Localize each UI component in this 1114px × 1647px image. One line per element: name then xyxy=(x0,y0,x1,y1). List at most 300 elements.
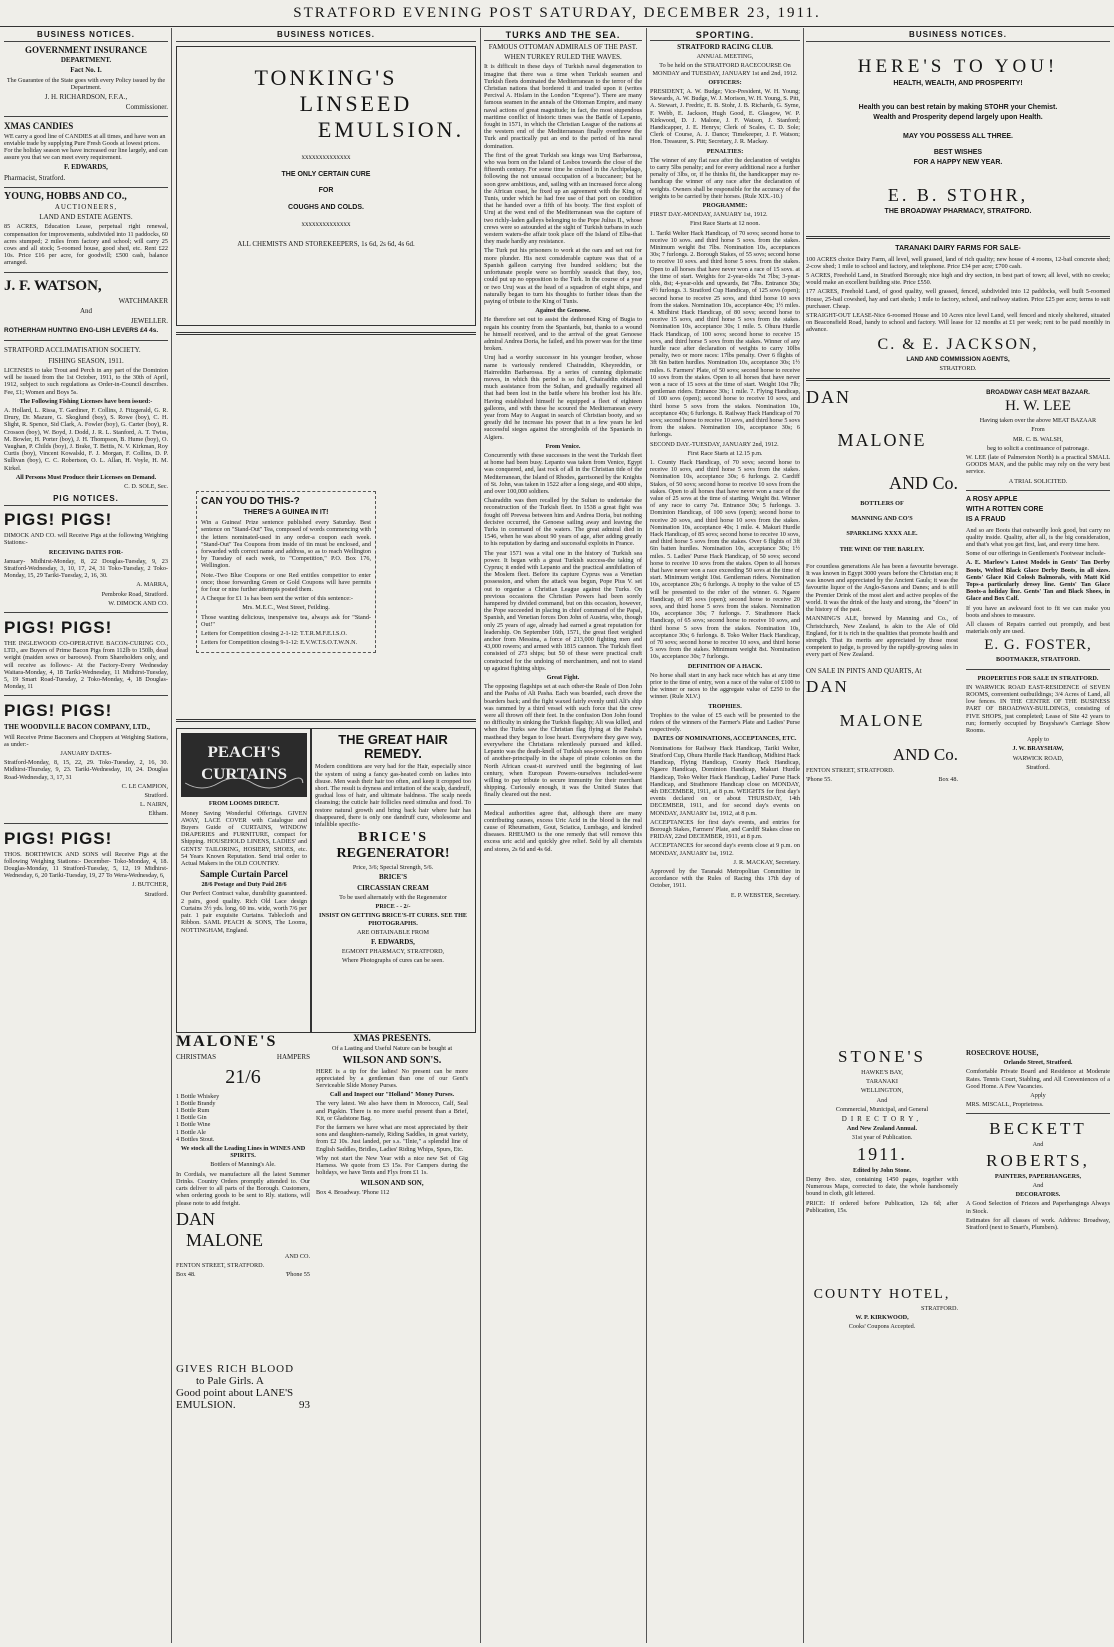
ad-company: WILSON AND SON'S. xyxy=(342,1054,442,1066)
svg-text:CURTAINS: CURTAINS xyxy=(201,764,287,784)
ad-sample: Sample Curtain Parcel xyxy=(200,869,288,880)
beckett-name: BECKETT xyxy=(989,1119,1087,1139)
ad-brand: DAN xyxy=(806,676,849,696)
rosecrove-proprietress: MRS. MISCALL, Proprietress. xyxy=(966,1101,1044,1109)
ad-title: BROADWAY CASH MEAT BAZAAR. xyxy=(986,389,1090,397)
column-1 xyxy=(4,30,168,1641)
ad-signature: WILSON AND SON, xyxy=(360,1178,424,1187)
ad-line: HAWKE'S BAY, xyxy=(861,1069,903,1077)
ad-title: XMAS PRESENTS. xyxy=(353,1033,431,1044)
ad-line: WELLINGTON, xyxy=(860,1087,904,1095)
ad-line: FOR A HAPPY NEW YEAR. xyxy=(913,159,1003,167)
day-start: First Race Starts at 12.15 p.m. xyxy=(687,449,763,457)
article-subheading: From Venice. xyxy=(545,442,581,450)
article-paragraph: The year 1571 was a vital one in the history of Turkish sea power. It began with a great Turkish success-the taking of Cyprus; it ended with Lepanto and the practical annihilation of the Moslem fleet. Before its capture Cyprus was a Venetian possession, and when the attack was begun, Pope Pius V. set out to organise a Christian League against the Turks. On previous occasions the Christian Powers had been sorely hampered by divided command, but on this occasion, however, the Pope succeeded in placing in chief command of the Papal, Spanish, and Venetian forces Don John of Austria, who, though only 25 years of age, already had earned a great reputation for leadership. On September 16th, 1571, the great fleet weighed anchor from Messina, a force of 213,000 fighting men and 43,000 rowers; and armed with 1815 cannon. The Turkish fleet consisted of 273 ships; but 50 of these were practical craft constructed for the undoing of merchantmen, and not to stand up against fighting ships. xyxy=(484,549,642,672)
ad-signature: J. H. RICHARDSON, F.F.A., xyxy=(44,93,128,102)
article-paragraph: Chairaddin was then recalled by the Sultan to undertake the reconstruction of the Turkish fleet. In 1538 a great fight was fought off Prevesa between him and Andrea Doria, but nothing decisive occurred, the Genoese sailing away and leaving the Turks in command of the waters. The great admiral died in 1546, when he was about 90 years of age, after adding greatly to his reputation by daring and successful exploits in France. xyxy=(484,497,642,548)
approval-text: Approved by the Taranaki Metropolitan Committee in accordance with the Rules of Racing this 17th day of October, 1911. xyxy=(650,867,800,890)
hamper-item: 1 Bottle Gin xyxy=(176,1114,207,1122)
ad-body: THOS. BORTHWICK AND SONS will Receive Pigs at the following Weighing Stations:- December- Toko-Monday, 4, 18. Douglas-Monday, 11 Stratford-Tuesday, 5, 12, 19 Midhirst-Wednesday, 6, 20 Tariki-Tuesday, 19, 27 To Wera-Wednesday, 6, xyxy=(4,850,168,880)
pigs-dimock-ad xyxy=(4,510,168,607)
svg-text:PEACH'S: PEACH'S xyxy=(207,742,281,762)
ad-body: Modern conditions are very bad for the Hair, especially since the system of using a fancy gas-heated comb on ladies into disuse. Men wash their hair too often, and keep it cropped too short. The result is dryness and irritation of the scalp, dandruff, gradual loss of hair, and ultimate baldness. The scalp needs cleansing; the cuticle hair follicles need stimulus and food. To restore natural growth and bring back hair where hair has disappeared, there is only one dandruff cure, wholesome and infallible specific- xyxy=(315,763,471,829)
column-4 xyxy=(650,30,800,1641)
section-header: BUSINESS NOTICES. xyxy=(4,30,168,42)
ad-dates-heading: JANUARY DATES- xyxy=(60,750,112,757)
wilson-xmas-ad xyxy=(316,1033,468,1197)
ad-body: DIMOCK AND CO. will Receive Pigs at the following Weighing Stations:- xyxy=(4,532,168,547)
ad-line: Commercial, Municipal, and General xyxy=(835,1105,929,1113)
hamper-item: 1 Bottle Ale xyxy=(176,1128,206,1136)
ad-body: For countless generations Ale has been a favourite beverage. It was known in Egypt 3000 years before the Christian era; it was known and appreciated by the Ancient Gauls; it was the favourite liquor of the Anglo-Saxons and Danes; and is still the Premier Drink of the most alert and active peoples of the world. It was the drink of the lusty and strong, the "doers" in the history of the past. xyxy=(806,562,958,614)
ad-line: Edited by John Stone. xyxy=(852,1166,912,1174)
ad-line: A TRIAL SOLICITED. xyxy=(1008,477,1068,485)
ad-body: All classes of Repairs carried out promptly, and best materials only are used. xyxy=(966,620,1110,636)
ad-row xyxy=(176,728,476,1033)
ad-agent: J. BUTCHER, xyxy=(132,881,168,889)
ad-agent: L. NAIRN, xyxy=(139,801,168,809)
ad-title: EMULSION. xyxy=(317,117,465,142)
hamper-item: 1 Bottle Whiskey xyxy=(176,1092,220,1100)
ad-title: CAN YOU DO THIS-? xyxy=(201,496,300,507)
county-hotel-ad xyxy=(806,1287,958,1331)
column-2 xyxy=(176,30,476,1641)
officers-heading: OFFICERS: xyxy=(708,78,742,86)
ad-line: GIVES RICH BLOOD xyxy=(176,1363,295,1376)
beckett-and: And xyxy=(1032,1141,1044,1149)
stones-directory-ad xyxy=(806,1047,958,1216)
ad-title: COUNTY HOTEL, xyxy=(813,1287,951,1303)
ad-dates: Stratford-Monday, 8, 15, 22, 29. Toko-Tuesday, 2, 16, 30. Midhirst-Thursday, 9, 23. Tariki-Wednesday, 10, 24. Douglas Road-Wednesday, 3, 17, 31 xyxy=(4,759,168,781)
ad-line-part: EMULSION. xyxy=(176,1399,236,1412)
ad-company: J. W. BRAYSHAW, xyxy=(1012,745,1064,753)
ad-body: For the farmers we have what are most appreciated by their sons and daughters-namely, Riding Saddles, in great variety, from £2 10s. Just landed, per s.s. "Ilnie," a splendid line of English Saddles, Bridles, Ladies' Riding Whips, Spurs, Etc. xyxy=(316,1124,468,1153)
rosecrove-title: ROSECROVE HOUSE, xyxy=(966,1049,1039,1058)
ad-title: PIGS! PIGS! xyxy=(4,828,113,848)
ad-company: E. B. STOHR, xyxy=(887,185,1029,206)
ad-cheque: A Cheque for £1 1s has been sent the writer of this sentence:- xyxy=(201,595,353,603)
blank-space xyxy=(176,653,476,713)
club-subtitle: ANNUAL MEETING, xyxy=(696,53,754,61)
ad-company: W. DIMOCK AND CO. xyxy=(108,599,168,607)
ad-subtitle: BOOTMAKER, STRATFORD. xyxy=(996,656,1080,664)
ad-line: THE WINE OF THE BARLEY. xyxy=(839,545,925,553)
secretary-signature: J. R. MACKAY, Secretary. xyxy=(733,858,800,866)
ad-agent: C. LE CAMPION, xyxy=(121,782,168,790)
lee-meat-bazaar-ad xyxy=(966,389,1110,485)
ad-row xyxy=(176,1033,476,1363)
ad-fact: Fact No. I. xyxy=(70,66,102,75)
notice-names: A. Hollard, L. Rissa, T. Gardiner, F. Collins, J. Fitzgerald, G. R. Drury, Dr. Mazure, G. Skoglund (boy), S. Rowe (boy), C. H. Slight, R. Spence, Sid Clark, A. Fowler (boy), G. Carter (boy), R. Crosson (boy), W. Boyd, J. Dodd, J. R. L. Stanford, A. T. Twiss, M. Bowler, H. Porter (boy), J. H. Thompson, B. Hume (boy), O. Vaughan, P. Childs (boy), J. Brake, T. Bettis, N. V. Kirkman, Roy Curtis (boy), Vincent Kowalski, F. J. Morgan, F. Collins, D. P. Sullivan (boy), C. C. Robertson, O. L. Allan, H. Voyle, H. M. Kirkel. xyxy=(4,406,168,472)
ad-line: ARE OBTAINABLE FROM xyxy=(356,928,430,936)
ad-body: The Guarantee of the State goes with every Policy issued by the Department. xyxy=(6,76,166,91)
ad-title: A ROSY APPLE xyxy=(966,495,1018,503)
ad-title: PIGS! PIGS! xyxy=(4,701,113,721)
ad-proprietor: W. P. KIRKWOOD, xyxy=(855,1314,909,1322)
ad-address: THE BROADWAY PHARMACY, STRATFORD. xyxy=(884,208,1032,216)
pigs-inglewood-ad xyxy=(4,618,168,690)
ad-line: F. EDWARDS, xyxy=(371,937,415,946)
notice-title: STRATFORD ACCLIMATISATION SOCIETY. xyxy=(4,346,141,355)
ad-row xyxy=(806,1047,1110,1287)
blank-space xyxy=(176,341,476,491)
acclimatisation-notice xyxy=(4,346,168,490)
ad-price: 28/6 Postage and Duty Paid 28/6 xyxy=(201,881,287,889)
ad-phone: 'Phone 55. xyxy=(806,775,832,783)
ad-brand: DAN xyxy=(806,387,851,408)
ad-subtitle: Of a Lasting and Useful Nature can be bought at xyxy=(331,1045,453,1053)
right-subcolumn xyxy=(966,1047,1110,1233)
ad-line: Call and Inspect our "Holland" Money Purses. xyxy=(329,1091,455,1099)
ad-address: Eltham. xyxy=(148,810,168,818)
ad-listing: 100 ACRES choice Dairy Farm, all level, well grassed, land of rich quality; new house of 4 rooms, 12-bail concrete shed; 2-cow shed; 1 mile to school and factory, and telephone. Price £34 per acre; £700 cash. xyxy=(806,255,1110,270)
hair-remedy-ad xyxy=(310,728,476,1033)
ad-body: Some of our offerings in Gentlemen's Footwear include- xyxy=(966,550,1106,558)
ad-body: WE carry a good line of CANDIES at all times, and have won an enviable trade by supplying Pure Fresh Goods at lowest prices. For the holiday season we have increased our line largely, and can assure you that we can meet every requirement. xyxy=(4,132,168,162)
ad-line: COUGHS AND COLDS. xyxy=(288,203,364,211)
ad-line: AND CO. xyxy=(284,1252,310,1260)
ad-title: YOUNG, HOBBS AND CO., xyxy=(4,190,127,202)
malone-manning-ale-ad xyxy=(806,387,958,785)
rosecrove-subtitle: Orlando Street, Stratford. xyxy=(1003,1059,1073,1067)
ad-number: 93 xyxy=(299,1399,310,1412)
ad-price: Price, 3/6; Special Strength, 5/6. xyxy=(352,864,434,872)
ad-line: Good point about LANE'S xyxy=(176,1387,294,1400)
ad-address: STRATFORD. xyxy=(939,364,977,372)
ad-title: TONKING'S xyxy=(254,65,398,90)
ad-body: If you have an awkward foot to fit we can make you boots and shoes to measure. xyxy=(966,604,1110,619)
definition-text: No horse shall start in any hack race which has at any time prior to the time of entry, won a race of the value of £100 to the winner or races to the aggregate value of £250 to the winner. (Rule XLV.) xyxy=(650,671,800,701)
ad-line: TARANAKI xyxy=(866,1078,898,1086)
stand-out-tea-contest-ad xyxy=(196,491,376,653)
ad-line: And xyxy=(79,306,93,315)
ad-box: Box 48. xyxy=(938,775,958,783)
ad-body: W. LEE (late of Palmerston North) is a practical SMALL GOODS MAN, and the public may rely on the very best service. xyxy=(966,454,1110,476)
ad-address: FENTON STREET, STRATFORD. xyxy=(176,1261,265,1269)
ad-line: SPARKLING XXXX ALE. xyxy=(846,530,918,538)
beckett-body: Estimates for all classes of work. Address: Broadway, Stratford (next to Smart's, Plumbers). xyxy=(966,1216,1110,1231)
ad-letters: Letters for Competition closing 9-1-12: E.V.W.T.S.O.T.W.N.N. xyxy=(201,639,358,647)
ad-items: A. E. Marlow's Latest Models in Gents' Tan Derby Boots, Welted Black Glace Derby Boots, in all sizes. Gents' Glace Kid Colosh Balmorals, with Matt Kid Tops-a particularly dressy line. Gents' Tan Glace Boots-a holiday line. Gents' Tan and Black Shoes, in Glace and Box Calf. xyxy=(966,559,1110,603)
trophies-text: Trophies to the value of £5 each will be presented to the riders of the winners of the Farmer's Plate and Ladies' Purse respectively. xyxy=(650,711,800,734)
ad-brand: DAN xyxy=(176,1208,215,1229)
day-heading: SECOND DAY.-TUESDAY, JANUARY 2nd, 1912. xyxy=(650,440,779,448)
section-header: BUSINESS NOTICES. xyxy=(806,30,1110,42)
ad-phone: 'Phone 55 xyxy=(285,1271,310,1279)
ad-brand: BRICE'S xyxy=(357,830,429,846)
ad-body: IN WARWICK ROAD EAST-RESIDENCE of SEVEN ROOMS, convenient outbuildings; 3/4 Acres of Land, all low fences. IN THE CENTRE OF THE BUSINESS PART OF BROADWAY-BUILDINGS, consisting of FIVE SHOPS, just completed; Lease of Site 42 years to run; formerly occupied by Brayshaw's Carriage Show Rooms. xyxy=(966,683,1110,734)
ad-line: And New Zealand Annual. xyxy=(846,1125,918,1133)
watson-ad xyxy=(4,278,168,336)
column-divider xyxy=(480,28,481,1643)
ad-address: Pembroke Road, Stratford. xyxy=(101,590,168,598)
ad-line: And xyxy=(876,1096,888,1104)
article-paragraph: The opposing flagships set at each other-the Reale of Don John and the Pasha of Ali Pasha. Each was boarded, each drove the boarders back; and the fight waxed fairly evenly until Ali's ship was rammed by a third vessel with such force that the crew were all thrown off their feet. In the confusion Don John found no difficulty in sinking the Turkish flagship; Ali was killed, and when the Turks saw the Christian flag flying at the Pasha's masthead they began to lose heart. Everywhere they gave way, everywhere the Christians relentlessly pursued and killed. Lepanto was the death-knell of Turkish sea-power. In one form of another-principally in the shape of pirate colonies on the North African coast-it survived until the beginning of last century, when European Powers-ourselves included-were willing to pay tribute to secure immunity for their merchant shipping. Curiously enough, it was the United States that finally cleared out the nest. xyxy=(484,683,642,799)
ad-year: 1911. xyxy=(857,1143,907,1164)
ad-brand: AND Co. xyxy=(888,473,958,494)
notice-subtitle: FISHING SEASON, 1911. xyxy=(48,356,124,365)
ad-address: WARWICK ROAD, xyxy=(1012,754,1064,762)
ad-title: WITH A ROTTEN CORE xyxy=(966,506,1044,514)
hamper-item: 1 Bottle Brandy xyxy=(176,1099,216,1107)
article-paragraph: Uruj had a worthy successor in his younger brother, whose name is variously rendered Chairaddin, Kheyreddin, or Hairreddin Barbarossa. By a series of cunning diplomatic moves, in which this period is so full, Chairaddin obtained much assistance from the Sultan, and gradually regained all that had been lost in the battle where his brother lost his life. Having established himself he equipped a fleet of eighteen galleons, and with these he scoured the Mediterranean every year from May to August in search of Christian booty, and so greatly did he increase his power that in a few years he led successful sieges against the strongholds of the Spaniards in Algiers. xyxy=(484,354,642,441)
ad-body: Demy 8vo. size, containing 1450 pages, together with Numerous Maps, corrected to date, the whole handsomely bound in cloth, gilt lettered. xyxy=(806,1175,958,1198)
ad-title: STONE'S xyxy=(838,1047,926,1067)
hamper-item: 1 Bottle Wine xyxy=(176,1121,211,1129)
ad-subtitle: LAND AND ESTATE AGENTS. xyxy=(39,213,133,222)
hamper-items-list xyxy=(176,1093,310,1143)
section-header: PIG NOTICES. xyxy=(4,494,168,506)
section-title: SPORTING. xyxy=(650,30,800,41)
ad-line: Health you can best retain by making STOHR your Chemist. xyxy=(858,104,1058,112)
ad-line: MR. C. B. WALSH, xyxy=(1013,435,1063,443)
ad-agent: A. MARRA, xyxy=(136,581,168,589)
ad-subtitle: DEPARTMENT. xyxy=(60,56,112,65)
ad-brand: MALONE xyxy=(186,1229,263,1250)
ad-box: Box 48. xyxy=(176,1271,196,1279)
column-5 xyxy=(806,30,1110,1641)
penalties-text: The winner of any flat race after the declaration of weights to carry 5lbs penalty; and for every additional race a further penalty of 3lbs, or, if he thinks fit, the handicapper may re-handicap the winner of any race after the declaration of weights. Owners shall be responsible for the accuracy of the weights to be carried by their horses. (Rule XIX.-10.) xyxy=(650,156,800,200)
beckett-and: And xyxy=(1032,1181,1044,1189)
article-paragraph: He therefore set out to assist the dethroned King of Bugia to regain his country from the Spaniards, but, thanks to a wound he himself received, and to the arrival of the great Genoese admiral Andrea Doria, he failed, and his power was for the time broken. xyxy=(484,316,642,353)
ad-subtitle: FROM LOOMS DIRECT. xyxy=(208,800,280,808)
ad-line: ROTHERHAM HUNTING ENG-LISH LEVERS £4 4s. xyxy=(4,327,159,335)
hamper-item: 4 Bottles Stout. xyxy=(176,1135,215,1143)
ad-title: PIGS! PIGS! xyxy=(4,617,113,637)
ad-brand: CIRCASSIAN CREAM xyxy=(357,883,429,892)
ad-title: TARANAKI DAIRY FARMS FOR SALE- xyxy=(895,245,1021,253)
brayshaw-properties-ad xyxy=(966,675,1110,771)
ad-line: To be used alternately with the Regenerator xyxy=(339,893,447,901)
acceptances-text: ACCEPTANCES for second day's events close at 9 p.m. on MONDAY, JANUARY 1st, 1912. xyxy=(650,842,800,857)
ad-body: MANNING'S ALE, brewed by Manning and Co., of Christchurch, New Zealand, is akin to the Ale of Old England, for it is rich in the qualities that promote health and strength. That its merits are appreciated by those most competent to judge, is proved by the rapidly-growing sales in every part of New Zealand. xyxy=(806,615,958,659)
article-subtitle: WHEN TURKEY RULED THE WAVES. xyxy=(504,53,622,62)
ad-line: Apply to xyxy=(1027,736,1049,744)
taranaki-dairy-farms-ad xyxy=(806,245,1110,372)
ad-brand: AND Co. xyxy=(892,744,958,764)
ad-body: Money Saving Wonderful Offerings. GIVEN AWAY, LACE COVER with Catalogue and Buyers Guide of CURTAINS, WINDOW DRAPERIES and FURNITURE, compact for Shipping. HOUSEHOLD LINENS, LADIES' and GENTS' TAILORING, HOSIERY, SHOES, etc. 54 Years Known Reputation. Send trial order to Actual Makers in the OLD COUNTRY. xyxy=(181,809,307,868)
ad-title: IS A FRAUD xyxy=(966,516,1006,524)
ad-address: FENTON STREET, STRATFORD. xyxy=(806,766,895,774)
trophies-heading: TROPHIES. xyxy=(708,702,742,710)
club-title: STRATFORD RACING CLUB. xyxy=(677,43,773,51)
ad-line: We stock all the Leading Lines in WINES AND SPIRITS. xyxy=(180,1145,306,1160)
penalties-heading: PENALTIES: xyxy=(706,147,744,155)
notice-footer: All Persons Must Produce their Licenses on Demand. xyxy=(15,473,157,481)
ad-line: ON SALE IN PINTS AND QUARTS, At xyxy=(806,666,922,675)
ad-title: GOVERNMENT INSURANCE xyxy=(24,45,148,55)
ad-line: 31st year of Publication. xyxy=(851,1134,913,1142)
ad-company: H. W. LEE xyxy=(1005,398,1071,415)
ad-line: MANNING AND CO'S xyxy=(851,515,913,523)
ad-line: MAY YOU POSSESS ALL THREE. xyxy=(903,132,1013,140)
ad-dates-heading: RECEIVING DATES FOR- xyxy=(48,548,124,556)
ad-body: The very latest. We also have them in Morocco, Calf, Seal and Pigskin. There is no more useful present than a Brief, Kit, or Gladstone Bag. xyxy=(316,1100,468,1122)
races-list: 1. Tariki Welter Hack Handicap, of 70 sovs; second horse to receive 10 sovs. and third horse 5 sovs. from the stakes. Minimum weight 8st 7lbs. Nomination 10s, acceptances 30s; 7 furlongs. 2. Borough Stakes, of 55 sovs; second horse to receive 10 sovs. and third horse 5 sovs. from the stakes. Open to all horses that have never won a race of 15 sovs. at the time of start. Weights for 2-year-olds 7st 7lbs; 3-year-olds, 8st; 4-year-olds and upwards, 8st 7lbs. Entrance 30s; 4½ furlongs. 3. Stratford Cup Handicap, of 125 sovs (open); second horse to receive 25 sovs, and third horse 10 sovs from the stakes. Nomination 10s, acceptance 40s; 1½ miles. 4. Midhirst Hack Handicap, of 80 sovs; second horse to receive 15 sovs, and third horse 5 sovs from the stakes. Nomination 10s, acceptance 30s; 1 mile. 5. Ohura Hurdle Hack Handicap, of 100 sovs; second horse to receive 15 sovs, and third horse 5 sovs from the stakes. Winner of any hurdle race after declaration of weights to carry 10lbs penalty, two or more races: 17lbs penalty. Over 6 flights of 3ft 6in batten hurdles. Nomination 10s, acceptance 30s; 1½ miles. 6. Farmers' Plate, of 50 sovs; second horse to receive 10 sovs from the stakes. Open to all horses that have never won a race of 15 sovs at the time of start. Weight 10st 7lb; gentleman riders. Entrance 30s; 1 mile. 7. Flying Handicap, of 100 sovs (open); second horse to receive 10 sovs, and third horse 5 sovs from the stakes. Nomination 10s, acceptance 40s; 6 furlongs. 8. Railway Hack Handicap of 70 sovs; second horse to receive 10 sovs, and third horse 5 sovs from the stakes. Nomination 10s, acceptance 30s; 6 furlongs. xyxy=(650,229,800,439)
ad-line: BEST WISHES xyxy=(933,148,983,156)
approval-signature: E. P. WEBSTER, Secretary. xyxy=(730,891,800,899)
ad-line: INSIST ON GETTING BRICE'S-IT CURES. SEE THE PHOTOGRAPHS. xyxy=(318,912,468,927)
ad-title: XMAS CANDIES xyxy=(4,121,74,132)
ad-price: PRICE: If ordered before Publication, 12s 6d; after Publication, 15s. xyxy=(806,1199,958,1214)
ad-address: Pharmacist, Stratford. xyxy=(4,173,66,182)
ad-line xyxy=(176,1399,310,1411)
article-paragraph: It is difficult in these days of Turkish naval degeneration to imagine that there was a time when Turkish seamen and Turkish fleets dominated the Mediterranean to the terror of the Christian nations that bordered it and traded upon it (writes Percival A. Hislam in the London "Express"). There are many famous seamen in the annals of the Ottoman Empire, and many naval actions of great magnitude; in fact, the most stupendous maritime conflict of historic times was the Battle of Lepanto, fought in 1571, in which the Christian League of the nations at the western end of the Mediterranean finally overthrew the Turk and practically put an end to the period of his naval domination. xyxy=(484,63,642,150)
column-divider xyxy=(803,28,804,1643)
ad-brand: MALONE xyxy=(839,710,925,730)
tonkings-linseed-ad xyxy=(176,46,476,326)
pigs-woodville-ad xyxy=(4,701,168,817)
programme-heading: PROGRAMME: xyxy=(702,202,748,210)
ad-dates: January- Midhirst-Monday, 8, 22 Douglas-Tuesday, 9, 23 Stratford-Wednesday, 3, 10, 17, 24, 31 Toko-Tuesday, 2 Toko-Monday, 15, 29 Tariki-Tuesday, 2, 16, 30. xyxy=(4,557,168,580)
ad-role: Commissioner. xyxy=(125,103,168,112)
peach-curtains-ad xyxy=(176,728,312,1033)
dates-heading: DATES OF NOMINATIONS, ACCEPTANCES, ETC. xyxy=(653,735,797,743)
ad-body: In Cordials, we manufacture all the latest Summer Drinks. Country Orders promptly attended to. Our carts deliver to all parts of the Borough. Customers, when ordering goods to be sent to Rly. stations, will please note to add freight. xyxy=(176,1170,310,1207)
ad-address: Stratford. xyxy=(144,890,168,898)
stohr-pharmacy-ad xyxy=(806,56,1110,216)
ad-winner: Mrs. M.E.C., West Street, Feilding. xyxy=(242,604,330,612)
article-paragraph: The first of the great Turkish sea kings was Uruj Barbarossa, who was born on the Island of Lesbos towards the close of the fifteenth century. For some time he cruised in the Archipelago, following the not unusual occupation of a buccaneer; but he soon grew ambitious, and, sailing with an increased force along the African coast, he fixed up an agreement with the King of Tunis, under which he had free use of that port on condition that he handed over a fifth of his booty. The first exploit of Uruj at the west end of the Mediterranean was the capture of two richly-laden galleys belonging to the Pope Julius II., whose crews were so astounded at the sight of Turkish turbans in such western waters-the affair took place off the Island of Elba-that they made hardly any resistance. xyxy=(484,151,642,246)
beckett-subtitle: DECORATORS. xyxy=(1015,1191,1061,1199)
ad-line: Wealth and Prosperity depend largely upon Health. xyxy=(873,114,1043,122)
ad-title: LINSEED xyxy=(299,91,413,116)
ad-address: Stratford. xyxy=(144,792,168,800)
ad-subtitle: HEALTH, WEALTH, AND PROSPERITY! xyxy=(893,80,1023,87)
ad-line: FOR xyxy=(318,187,334,195)
ad-listing: STRAIGHT-OUT LEASE-Nice 6-roomed House and 10 Acres nice level Land, well fenced and nicely sheltered, situated on Beaconsfield Road, handy to school and factory. Will lease for 12 months at £1 per week; rent to be paid monthly in advance. xyxy=(806,312,1110,334)
ad-body: THE INGLEWOOD CO-OPERATIVE BACON-CURING CO., LTD., are Buyers of Prime Bacon Pigs from 112lb to 150lb, dead weight (maiden sows or baroows). From Shareholders only, and will receive as follows:- At the Factory-Every Wednesday Waitara-Monday, 4, 18 Tariki-Wednesday, 11 Midhirst-Tuesday, 5, 19 Smart Road-Tuesday, 2 Toko-Monday, 4, 18 Douglas-Monday, 11 xyxy=(4,639,168,691)
ad-line: Having taken over the above MEAT BAZAAR xyxy=(979,417,1097,425)
ad-brand: BRICE'S xyxy=(378,873,407,882)
young-hobbs-ad xyxy=(4,190,168,267)
rosecrove-body: Comfortable Private Board and Residence at Moderate Rates. Tennis Court, Stabling, and All Conveniences of a Good Home. A Few Vacancies. xyxy=(966,1068,1110,1090)
right-subcolumn xyxy=(966,387,1110,773)
ad-footer: Cooks' Coupons Accepted. xyxy=(848,1323,916,1331)
section-header: BUSINESS NOTICES. xyxy=(176,30,476,42)
ad-divider: xxxxxxxxxxxxxx xyxy=(301,153,351,161)
xmas-candies-ad xyxy=(4,122,168,181)
ad-line: beg to solicit a continuance of patronage. xyxy=(987,444,1089,452)
ad-subtitle: LAND AND COMMISSION AGENTS, xyxy=(906,355,1010,363)
ad-title: J. F. WATSON, xyxy=(4,277,102,294)
ad-footer: ALL CHEMISTS AND STOREKEEPERS, 1s 6d, 2s 6d, 4s 6d. xyxy=(237,240,415,249)
ad-line: WATCHMAKER xyxy=(118,296,168,305)
government-insurance-ad xyxy=(4,46,168,111)
definition-heading: DEFINITION OF A HACK. xyxy=(687,662,763,670)
ad-line: Bottlers of Manning's Ale. xyxy=(210,1161,276,1169)
ad-contact xyxy=(806,776,958,783)
ad-title: PIGS! PIGS! xyxy=(4,510,113,530)
article-subheading: Great Fight. xyxy=(546,674,580,682)
ad-body: HERE is a tip for the ladies! No present can be more appreciated by a gentleman than one of our Gent's Serviceable Slide Money Purses. xyxy=(316,1067,468,1090)
article-paragraph: Concurrently with these successes in the west the Turkish fleet at home had been busy. Lepanto was taken from Venice, Egypt was conquered, and, last rock of all in the Christian tide of the Mediterranean, the Island of Rhodes, garrisoned by the Knights of St. John, was taken in 1522 after a long siege, and 400 ships, and over 100,000 soldiers. xyxy=(484,451,642,495)
dates-text: Nominations for Railway Hack Handicap, Tariki Welter, Stratford Cup, Ohura Hurdle Hack Handicap, Midhirst Hack Handicap, Flying Handicap, County Hack Handicap, Ngaere Handicap, Dominion Handicap, Makuri Hurdle Handicap, Toko Welter Hack Handicap, Ladies' Purse Hack Handicap, and Strathmore Handicap close on MONDAY, 4th DECEMBER, 1911, at 8 p.m. WEIGHTS for first day's events declared on or about THURSDAY, 14th DECEMBER, 1911, and for second day's events on MONDAY, JANUARY 1st, 1912, at 8 p.m. xyxy=(650,744,800,817)
ad-signature: F. EDWARDS, xyxy=(64,163,108,172)
ad-body: Our Perfect Contract value, durability guaranteed. 2 pairs, good quality. Rich Old Lace design Curtains 3½ yds. long, 60 ins. wide, worth 7/6 per pair. 1 pair exquisite Curtains. Tablecloth and Ribbon. SAML PEACH & SONS, The Looms, NOTTINGHAM, England. xyxy=(181,890,307,934)
ad-brand: REGENERATOR! xyxy=(336,846,450,862)
ad-title: PROPERTIES FOR SALE IN STRATFORD. xyxy=(977,674,1099,682)
ad-price: PRICE - - 2/- xyxy=(375,903,411,911)
ad-line: JEWELLER. xyxy=(130,317,168,326)
hamper-item: 1 Bottle Rum xyxy=(176,1107,210,1115)
day-heading: FIRST DAY.-MONDAY, JANUARY 1st, 1912. xyxy=(650,211,768,219)
rheumo-ad: Medical authorities agree that, although there are many contributing causes, excess Uric Acid in the blood is the real cause of Rheumatism, Gout, Sciatica, Lumbago, and kindred diseases. RHEUMO is the one remedy that will remove this excess uric acid and quickly give relief. Sold by all chemists and stores, 2s 6d and 4s 6d. xyxy=(484,809,642,853)
ad-contact xyxy=(176,1271,310,1278)
ad-quote: Those wanting delicious, inexpensive tea, always ask for "Stand-Out!" xyxy=(201,613,371,628)
ad-body: Will Receive Prime Baconers and Choppers at Weighing Stations, as under:- xyxy=(4,733,168,748)
ad-company: THE WOODVILLE BACON COMPANY, LTD., xyxy=(4,723,151,732)
ad-body: Win a Guinea! Prize sentence published every Saturday. Best sentence on "Stand-Out" Tea, composed of words commencing with the letters nominated-used in any order-a coupon each week. "Stand-Out" Tea Coupons from inside of tin must be enclosed, and forwarded with correct name and address, so as to reach Wellington by Tuesday of each week, to "Competition," P.O. Box 176, Wellington. xyxy=(201,519,371,570)
curtain-illustration xyxy=(181,733,307,797)
ad-body: And so are Boots that outwardly look good, but carry no quality inside. Quality, after all, is the big consideration, and that's what you get first, last, and every time here. xyxy=(966,526,1110,548)
ad-line: to Pale Girls. A xyxy=(196,1375,264,1388)
acceptances-text: ACCEPTANCES for first day's events, and entries for Borough Stakes, Farmers' Plate, and Cardiff Stakes close on FRIDAY, 22nd DECEMBER, 1911, at 8 p.m. xyxy=(650,818,800,841)
ad-address: STRATFORD. xyxy=(921,1305,958,1313)
notice-subtitle: The Following Fishing Licenses have been issued:- xyxy=(19,397,153,405)
ad-listing: 5 ACRES, Freehold Land, in Stratford Borough; nice high and dry section, in best part of town; all level, with no creeks; would make an excellent building site. Price £550. xyxy=(806,272,1110,287)
ad-line: BOTTLERS OF xyxy=(860,500,904,508)
ad-address: Stratford. xyxy=(1026,763,1050,771)
races-list: 1. County Hack Handicap, of 70 sovs; second horse to receive 10 sovs, and third horse 5 sovs from the stakes. Nomination 10s, acceptance 30s; 6 furlongs. 2. Cardiff Stakes, of 50 sovs; second horse to receive 10 sovs from the stakes. Open to all horses that have never won a race of the value of 25 sovs at the time of starting. Weight 8st. Winner of any race to carry 7st. Entrance 30s; 5 furlongs. 3. Dominion Handicap, of 100 sovs (open); second horse to receive 20 sovs, and third horse 10 sovs from the stakes. Nomination 10s, acceptance 40s; 1 mile. 4. Makuri Hurdle Hack Handicap, of 85 sovs; second horse to receive 10 sovs, and third horse 5 sovs from the stakes. Over 6 flights of 3ft 6in batten hurdles. Nomination 10s, acceptance 30s; 1½ miles. 5. Ladies' Purse Hack Handicap, of 50 sovs; second horse to receive 10 sovs from the stakes. Open to all horses that have never won a race exceeding 50 sovs at the time of start. Minimum weight 10st. Gentleman riders. Nomination 10s, acceptance 20s; 6 furlongs. A trophy to the value of £5 will be presented to the rider of the winner. 6. Ngaere Handicap, of 85 sovs (open); second horse to receive 20 sovs, and third horse 5 sovs from the stakes. Nomination 10s, acceptance 30s; 7 furlongs. 7. Strathmore Hack Handicap, of 65 sovs; second horse to receive 10 sovs, and third horse 5 sovs from the stakes. Nomination 10s, acceptance 30s; 6 furlongs. 8. Toko Welter Hack Handicap, of 70 sovs; second horse to receive 10 sovs, and third horse 5 sovs from the stakes. Minimum weight 8st. Nomination 10s, acceptance 30s; 7 furlongs. xyxy=(650,458,800,661)
ad-line: From xyxy=(1031,426,1045,434)
ad-row xyxy=(806,387,1110,1047)
ad-letters: Letters for Competition closing 2-1-12: T.T.R.M.F.E.I.S.O. xyxy=(201,630,347,638)
malone-hampers-ad xyxy=(176,1033,310,1280)
ad-title: HERE'S TO YOU! xyxy=(857,56,1059,77)
ad-subtitle: THERE'S A GUINEA IN IT! xyxy=(243,509,329,516)
ad-body: Why not start the New Year with a nice new Set of Gig Harness. We quote from £3 15s. For Campers during the holidays, we have Tents and Flys from £1 1s. xyxy=(316,1154,468,1177)
article-title: TURKS AND THE SEA. xyxy=(484,30,642,41)
pigs-borthwick-ad xyxy=(4,829,168,898)
day-start: First Race Starts at 12 noon. xyxy=(689,220,761,228)
ad-line: EGMONT PHARMACY, STRATFORD, xyxy=(341,948,445,956)
ad-price: 21/6 xyxy=(225,1065,261,1088)
ad-line: DIRECTORY, xyxy=(841,1115,923,1124)
ad-body: 85 ACRES, Education Lease, perpetual right renewal, compensation for improvements, subdivided into 11 paddocks, 60 acres stumped; 2 miles from factory and school; will carry 25 cows and all stock; 5-roomed house, good shed, etc. Rent £22 10s. Price £16 per acre, for goodwill; £500 cash, balance arranged. xyxy=(4,223,168,267)
roberts-name: ROBERTS, xyxy=(986,1150,1090,1170)
lanes-emulsion-ad xyxy=(176,1363,310,1411)
column-divider xyxy=(646,28,647,1643)
ad-listing: 177 ACRES, Freehold Land, of good quality, well grassed, fenced, subdivided into 12 paddocks, well built 5-roomed House, 25-bail cowshed, hay and cart sheds; 1 mile to factory, school, and railway station. Price £25 per acre; terms to suit purchaser. Cheap. xyxy=(806,288,1110,310)
column-3 xyxy=(484,30,642,1641)
beckett-subtitle: PAINTERS, PAPERHANGERS, xyxy=(994,1172,1082,1180)
column-divider xyxy=(171,28,172,1643)
curtain-icon xyxy=(181,733,307,797)
ad-subtitle: AUCTIONEERS, xyxy=(54,203,118,212)
ad-company: E. G. FOSTER, xyxy=(984,637,1092,654)
club-subtitle: To be held on the STRATFORD RACECOURSE On MONDAY and TUESDAY, JANUARY 1st and 2nd, 1912. xyxy=(652,62,798,77)
ad-title: MALONE'S xyxy=(176,1033,278,1051)
ad-contact: Box 4. Broadway. 'Phone 112 xyxy=(316,1188,390,1196)
article-paragraph: The Turk put his prisoners to work at the oars and set out for more plunder. His next considerable capture was that of a Spanish galleon carrying five hundred soldiers; but the unfortunate people were so horribly seasick that they, too, could put up no opposition to the Turk. In the course of a year or two Uruj was at the head of a squadron of eight ships, and naturally began to turn his thoughts to further ideas than the paying of tribute to the King of Tunis. xyxy=(484,247,642,305)
notice-signature: C. D. SOLE, Sec. xyxy=(124,482,168,490)
masthead: STRATFORD EVENING POST SATURDAY, DECEMBER 23, 1911. xyxy=(0,0,1114,27)
notice-body: LICENSES to take Trout and Perch in any part of the Dominion will be issued from the 1st October, 1911, to the 30th of April, 1912, subject to such regulations as Order-in-Council describes. Fee, £1; Women and Boys 5s. xyxy=(4,366,168,396)
ad-subtitle-part: HAMPERS xyxy=(276,1053,310,1062)
ad-line: THE ONLY CERTAIN CURE xyxy=(281,171,371,179)
ad-note: Note.-Two Blue Coupons or one Red entitles competitor to enter once; those forwarding Green or Gold Coupons will have permits for four or nine further attempts posted them. xyxy=(201,571,371,594)
ad-brand: MALONE xyxy=(837,430,927,451)
ad-title: THE GREAT HAIR REMEDY. xyxy=(338,732,448,762)
ad-divider: xxxxxxxxxxxxxx xyxy=(301,219,351,228)
article-subtitle: FAMOUS OTTOMAN ADMIRALS OF THE PAST. xyxy=(488,43,638,51)
foster-bootmaker-ad xyxy=(966,496,1110,664)
ad-company: C. & E. JACKSON, xyxy=(877,335,1039,353)
rosecrove-apply: Apply xyxy=(1030,1092,1046,1100)
ad-subtitle xyxy=(176,1053,310,1061)
beckett-body: A Good Selection of Friezes and Paperhangings Always in Stock. xyxy=(966,1200,1110,1215)
